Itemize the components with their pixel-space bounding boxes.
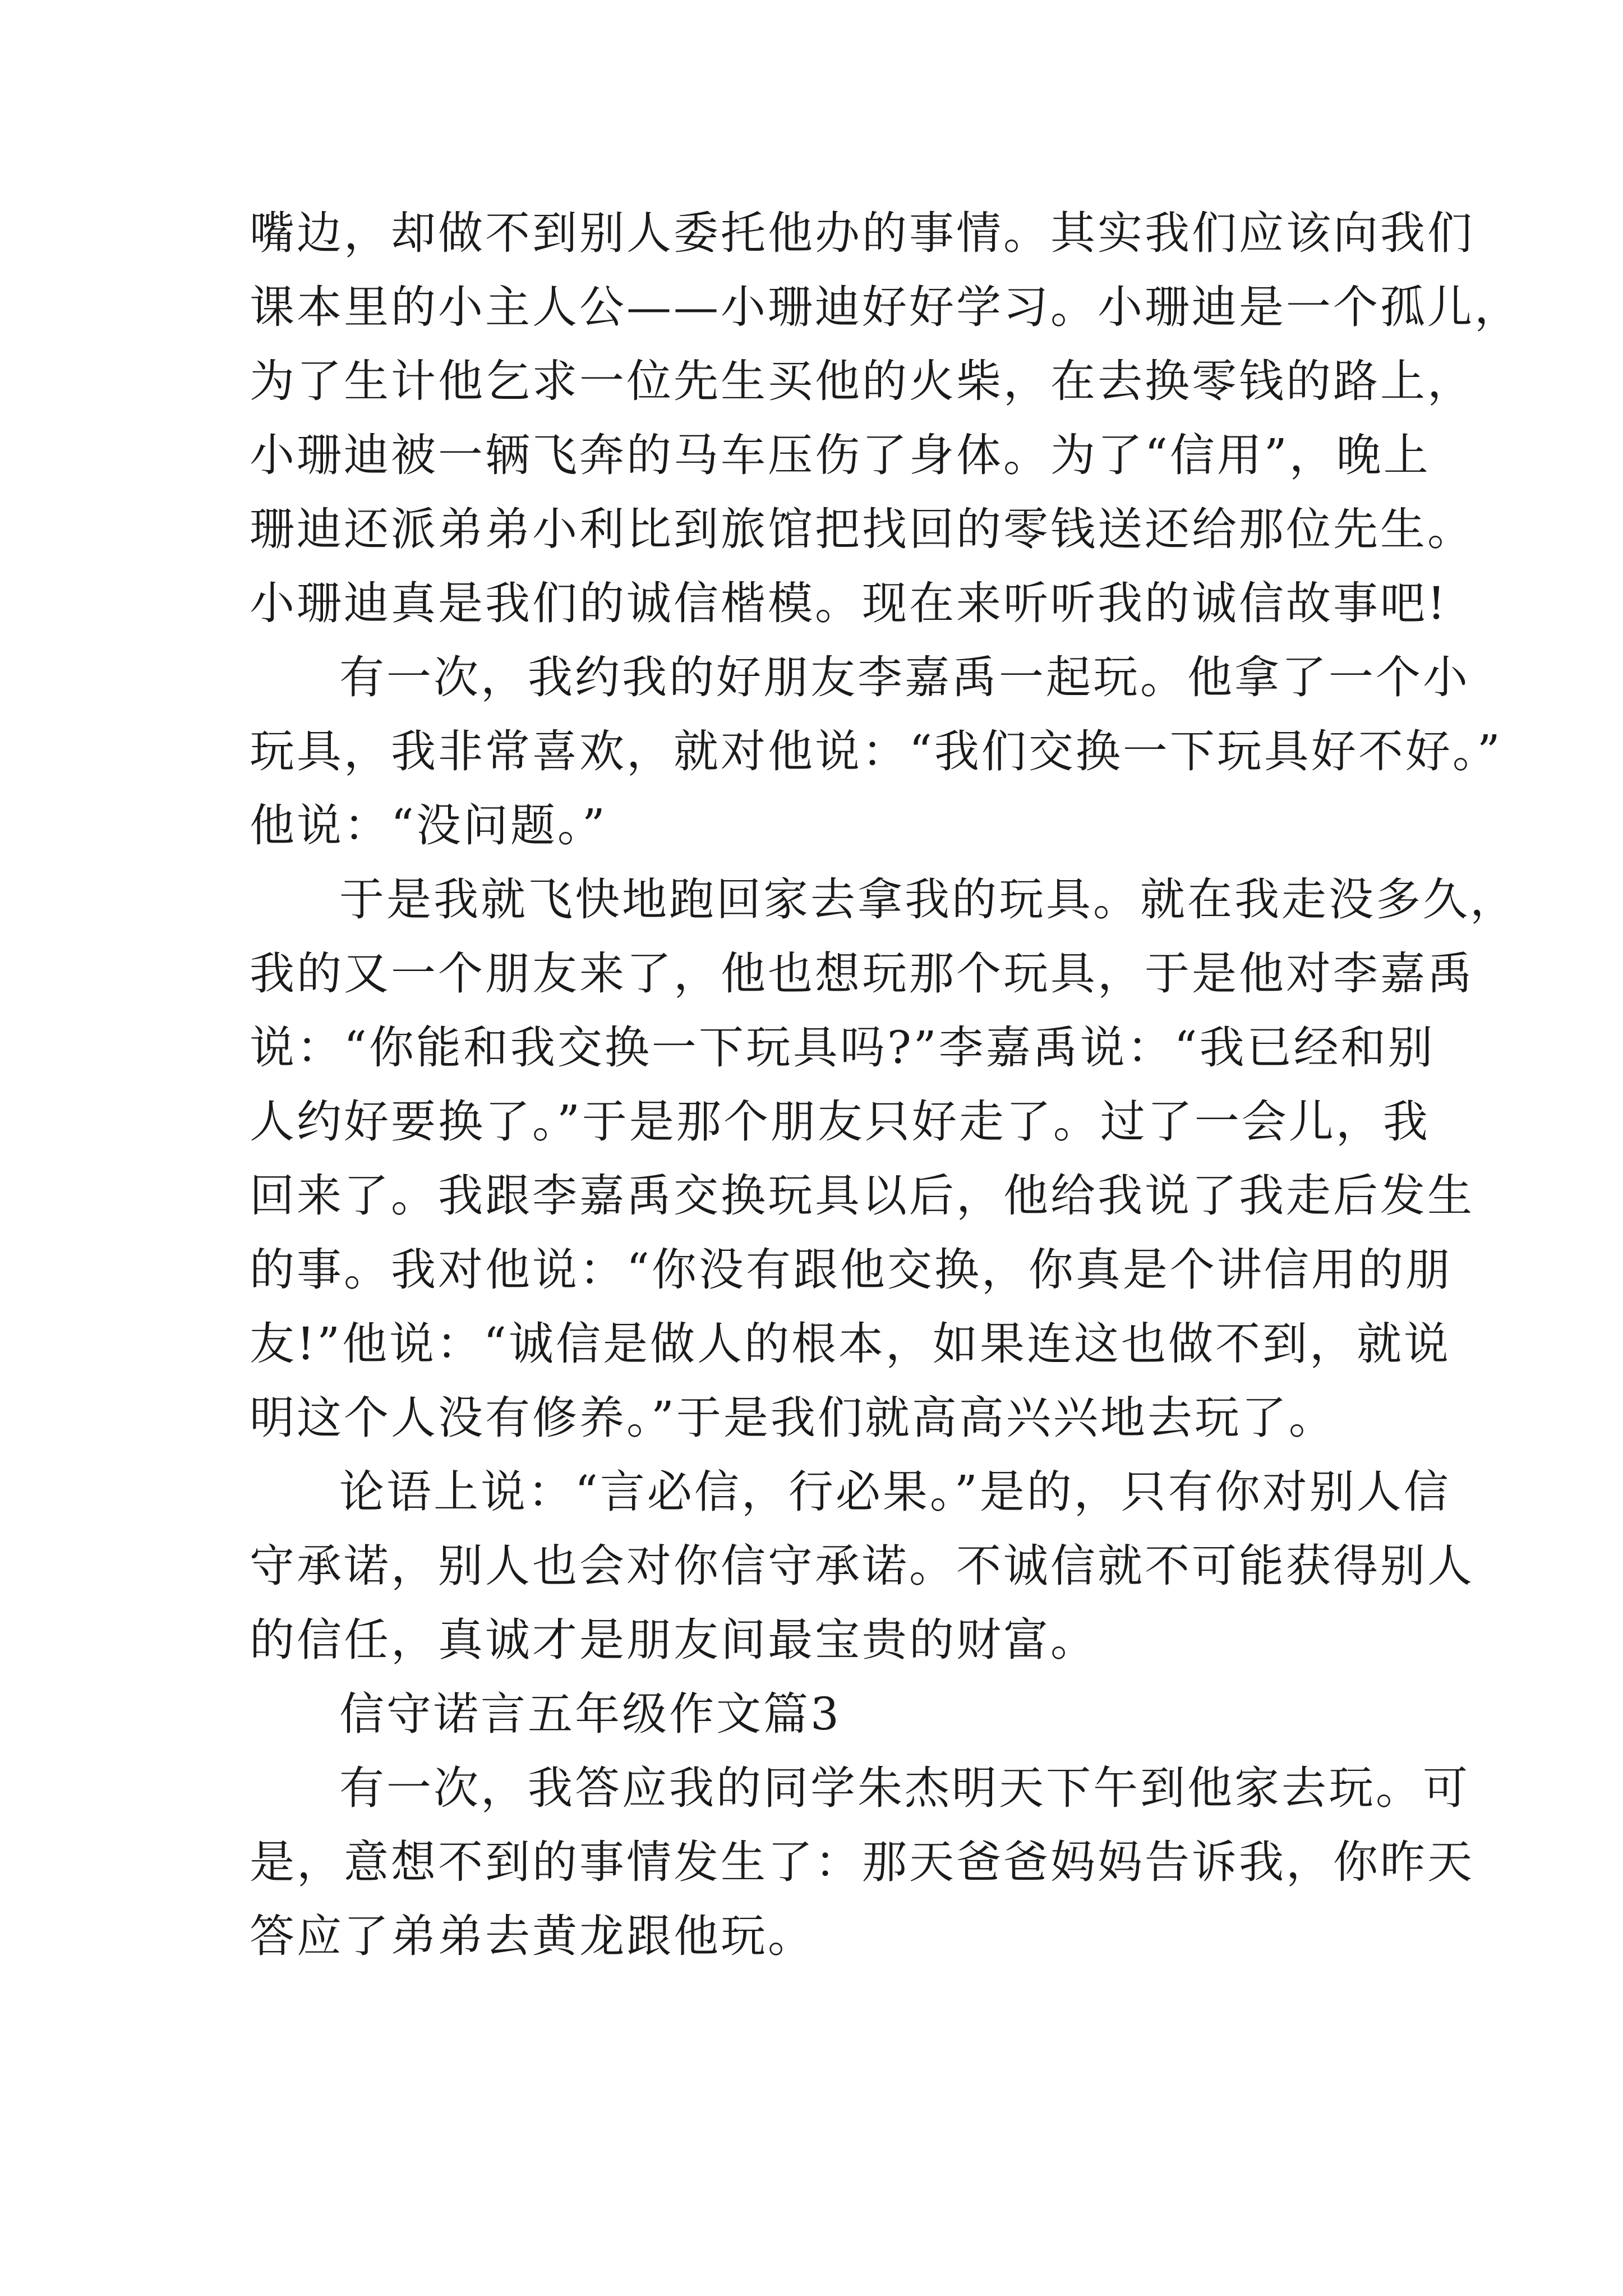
paragraph-3 [250,863,1517,1455]
text-line: 守承诺，别人也会对你信守承诺。不诚信就不可能获得别人 [250,1540,1474,1592]
text-line: 说：“你能和我交换一下玩具吗?”李嘉禹说：“我已经和别 [250,1022,1435,1074]
paragraph-5 [250,1751,1474,1973]
text-line: 嘴边，却做不到别人委托他办的事情。其实我们应该向我们 [250,207,1474,259]
text-line: 是，意想不到的事情发生了：那天爸爸妈妈告诉我，你昨天 [250,1836,1474,1888]
text-line: 人约好要换了。”于是那个朋友只好走了。过了一会儿，我 [250,1096,1430,1148]
text-line: 有一次，我约我的好朋友李嘉禹一起玩。他拿了一个小 [339,651,1470,703]
paragraph-4 [250,1455,1474,1677]
document-body [250,196,1521,1973]
text-line: 的事。我对他说：“你没有跟他交换，你真是个讲信用的朋 [250,1244,1453,1296]
text-line: 珊迪还派弟弟小利比到旅馆把找回的零钱送还给那位先生。 [250,503,1474,555]
text-line: 明这个人没有修养。”于是我们就高高兴兴地去玩了。 [250,1392,1336,1444]
text-line: 的信任，真诚才是朋友间最宝贵的财富。 [250,1614,1098,1666]
text-line: 答应了弟弟去黄龙跟他玩。 [250,1910,815,1962]
text-line: 小珊迪真是我们的诚信楷模。现在来听听我的诚信故事吧! [250,577,1448,629]
text-line: 论语上说：“言必信，行必果。”是的，只有你对别人信 [339,1466,1451,1518]
text-line: 玩具，我非常喜欢，就对他说：“我们交换一下玩具好不好。” [250,725,1502,777]
text-line: 他说：“没问题。” [250,799,607,852]
section-heading: 信守诺言五年级作文篇3 [339,1688,841,1740]
text-line: 我的又一个朋友来了，他也想玩那个玩具，于是他对李嘉禹 [250,947,1474,1000]
text-line: 课本里的小主人公——小珊迪好好学习。小珊迪是一个孤儿， [250,281,1521,333]
paragraph-1 [250,196,1521,641]
text-line: 于是我就飞快地跑回家去拿我的玩具。就在我走没多久， [339,873,1517,926]
text-line: 为了生计他乞求一位先生买他的火柴，在去换零钱的路上， [250,355,1474,407]
text-line: 回来了。我跟李嘉禹交换玩具以后，他给我说了我走后发生 [250,1170,1474,1222]
paragraph-2 [250,641,1502,863]
text-line: 有一次，我答应我的同学朱杰明天下午到他家去玩。可 [339,1762,1470,1814]
text-line: 友!”他说：“诚信是做人的根本，如果连这也做不到，就说 [250,1318,1451,1370]
text-line: 小珊迪被一辆飞奔的马车压伤了身体。为了“信用”，晚上 [250,429,1431,481]
